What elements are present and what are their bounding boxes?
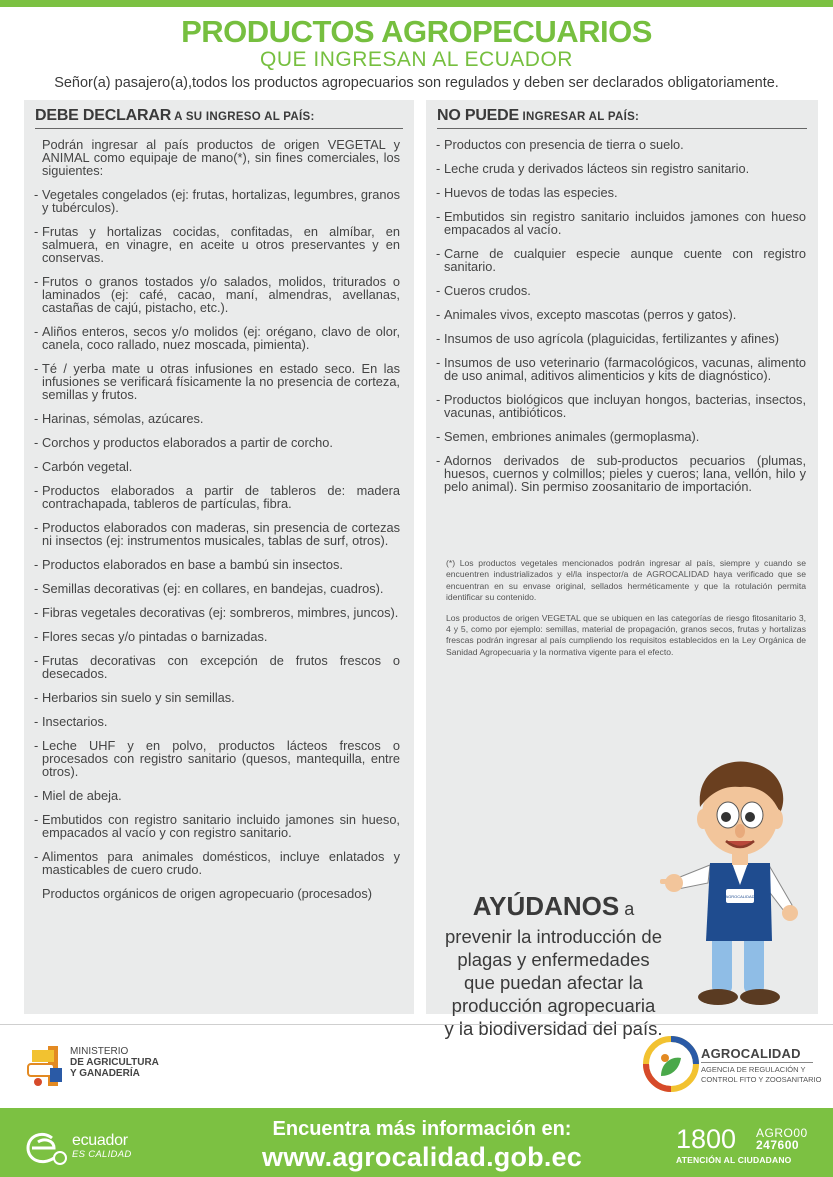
list-item-text: Carbón vegetal. — [42, 459, 133, 474]
mascot-badge-text: AGROCALIDAD — [725, 894, 755, 899]
list-item — [34, 850, 400, 876]
help-message — [426, 890, 681, 1040]
must-declare-panel — [24, 100, 414, 1014]
list-item — [436, 186, 806, 199]
footnote-block — [446, 558, 806, 667]
list-bullet: - — [436, 453, 441, 468]
list-bullet: - — [34, 738, 39, 753]
agrocalidad-sub-2: CONTROL FITO Y ZOOSANITARIO — [701, 1075, 822, 1084]
list-item — [34, 630, 400, 643]
list-item-text: Productos con presencia de tierra o suelo. — [444, 137, 684, 152]
list-item-text: Leche cruda y derivados lácteos sin registro sanitario. — [444, 161, 750, 176]
list-item — [34, 436, 400, 449]
list-item — [436, 454, 806, 493]
prohibited-list — [436, 138, 806, 504]
prohibited-heading — [437, 107, 639, 125]
list-item — [34, 275, 400, 314]
page-subtitle: QUE INGRESAN AL ECUADOR — [260, 48, 573, 71]
agrocalidad-emblem-icon — [643, 1036, 699, 1092]
list-item — [34, 225, 400, 264]
list-item-text: Productos elaborados en base a bambú sin insectos. — [42, 557, 343, 572]
list-item-text: Frutos o granos tostados y/o salados, molidos, triturados o laminados (ej: café, cacao, maní, almendras, avellanas, castañas de cajú, pistacho, etc.). — [42, 274, 400, 315]
list-item-text: Frutas y hortalizas cocidas, confitadas, en almíbar, en salmuera, en vinagre, en aceite u otros preservantes y en conservas. — [42, 224, 400, 265]
list-bullet: - — [34, 714, 39, 729]
list-item-text: Semillas decorativas (ej: en collares, en bandejas, cuadros). — [42, 581, 384, 596]
ministry-line-3: Y GANADERÍA — [70, 1068, 140, 1079]
list-item — [34, 887, 400, 900]
list-item — [34, 813, 400, 839]
list-item-text: Carne de cualquier especie aunque cuente con registro sanitario. — [444, 246, 806, 274]
phone-prefix: 1800 — [676, 1124, 737, 1154]
list-item — [34, 362, 400, 401]
help-line-2: plagas y enfermedades — [457, 949, 650, 970]
list-item-text: Frutas decorativas con excepción de frutos frescos o desecados. — [42, 653, 400, 681]
ministry-logo — [26, 1044, 186, 1090]
list-bullet: - — [34, 274, 39, 289]
ecuador-tagline: ES CALIDAD — [72, 1149, 132, 1160]
list-bullet: - — [34, 411, 39, 426]
list-item-text: Animales vivos, excepto mascotas (perros y gatos). — [444, 307, 737, 322]
list-item — [34, 460, 400, 473]
list-bullet: - — [34, 557, 39, 572]
footnote-2: Los productos de origen VEGETAL que se ubiquen en las categorías de riesgo fitosanitario 3, 4 y 5, como por ejemplo: semillas, material de propagación, granos secos, frutas y hortalizas frescas podrán ingresar al país cumpliendo los requisitos establecidos en la Ley Orgánica de Sanidad Agropecuaria y la normativa vigente para el efecto. — [446, 612, 806, 657]
list-item — [436, 138, 806, 151]
list-item — [34, 739, 400, 778]
list-bullet: - — [34, 812, 39, 827]
list-item — [436, 308, 806, 321]
more-info-label: Encuentra más información en: — [272, 1118, 572, 1140]
help-line-4: producción agropecuaria — [451, 995, 656, 1016]
ministry-emblem-icon — [26, 1044, 66, 1088]
list-item-text: Vegetales congelados (ej: frutas, hortalizas, legumbres, granos y tubérculos). — [42, 187, 400, 215]
help-line-3: que puedan afectar la — [464, 972, 643, 993]
list-bullet: - — [436, 307, 441, 322]
footer-bar — [0, 1108, 833, 1177]
list-item-text: Corchos y productos elaborados a partir de corcho. — [42, 435, 333, 450]
list-bullet: - — [34, 435, 39, 450]
list-item-text: Herbarios sin suelo y sin semillas. — [42, 690, 235, 705]
agrocalidad-name: AGROCALIDAD — [701, 1046, 801, 1061]
list-item-text: Alimentos para animales domésticos, incluye enlatados y masticables de cuero crudo. — [42, 849, 400, 877]
intro-text: Señor(a) pasajero(a),todos los productos agropecuarios son regulados y deben ser declarados obligatoriamente. — [54, 75, 779, 91]
heading-divider — [437, 128, 807, 129]
list-bullet: - — [34, 483, 39, 498]
list-item — [34, 325, 400, 351]
list-bullet: - — [34, 187, 39, 202]
list-bullet: - — [436, 283, 441, 298]
list-item-text: Embutidos con registro sanitario incluido jamones sin hueso, empacados al vacío y con registro sanitario. — [42, 812, 400, 840]
list-bullet: - — [436, 392, 441, 407]
phone-letters: AGRO00 — [756, 1126, 808, 1140]
list-item — [34, 606, 400, 619]
footnote-1: (*) Los productos vegetales mencionados podrán ingresar al país, siempre y cuando se encuentren industrializados y el/la inspector/a de AGROCALIDAD haya verificado que se encuentran en su envase original, sellados herméticamente y que la rotulación permita identificar su contenido. — [446, 558, 806, 603]
must-declare-heading-bold: DEBE DECLARAR — [35, 107, 172, 124]
list-bullet: - — [34, 629, 39, 644]
prohibited-heading-rest: INGRESAR AL PAÍS: — [518, 111, 640, 123]
prohibited-heading-bold: NO PUEDE — [437, 107, 519, 124]
ecuador-e-icon — [24, 1128, 68, 1168]
list-item-text: Aliños enteros, secos y/o molidos (ej: orégano, clavo de olor, canela, coco rallado, nuez moscada, pimienta). — [42, 324, 400, 352]
top-accent-bar — [0, 0, 833, 7]
list-bullet: - — [436, 161, 441, 176]
list-item-text: Huevos de todas las especies. — [444, 185, 618, 200]
ministry-name — [70, 1046, 159, 1079]
must-declare-list — [34, 138, 400, 911]
list-item-text: Insumos de uso agrícola (plaguicidas, fertilizantes y afines) — [444, 331, 780, 346]
phone-number: 247600 — [756, 1138, 800, 1152]
list-bullet: - — [34, 361, 39, 376]
list-item — [34, 715, 400, 728]
list-item-text: Fibras vegetales decorativas (ej: sombreros, mimbres, juncos). — [42, 605, 399, 620]
list-item — [34, 582, 400, 595]
help-line-5: y la biodiversidad del país. — [444, 1018, 663, 1039]
list-bullet: - — [436, 185, 441, 200]
list-item — [34, 558, 400, 571]
list-bullet: - — [436, 355, 441, 370]
heading-divider — [35, 128, 403, 129]
ecuador-brand-logo — [24, 1128, 154, 1168]
list-bullet: - — [34, 224, 39, 239]
must-declare-heading — [35, 107, 315, 125]
list-item — [436, 247, 806, 273]
list-bullet: - — [436, 331, 441, 346]
list-item — [34, 789, 400, 802]
list-item-text: Embutidos sin registro sanitario incluidos jamones con hueso empacados al vacío. — [444, 209, 806, 237]
list-item-text: Leche UHF y en polvo, productos lácteos frescos o procesados con registro sanitario (quesos, mantequilla, entre otros). — [42, 738, 400, 779]
list-bullet: - — [436, 246, 441, 261]
list-bullet: - — [34, 690, 39, 705]
website-link[interactable]: www.agrocalidad.gob.ec — [262, 1142, 582, 1172]
list-bullet: - — [34, 520, 39, 535]
ecuador-name: ecuador — [72, 1132, 128, 1149]
list-item — [436, 210, 806, 236]
list-item-text: Insectarios. — [42, 714, 108, 729]
list-bullet: - — [34, 459, 39, 474]
list-item-text: Té / yerba mate u otras infusiones en estado seco. En las infusiones se verificará físicamente la no presencia de corteza, semillas y frutos. — [42, 361, 400, 402]
help-line-1: prevenir la introducción de — [445, 926, 662, 947]
list-bullet: - — [436, 137, 441, 152]
list-bullet: - — [436, 209, 441, 224]
help-heading-a: a — [619, 899, 635, 919]
list-item-text: Productos elaborados a partir de tableros de: madera contrachapada, tableros de partículas, fibra. — [42, 483, 400, 511]
list-item-text: Productos orgánicos de origen agropecuario (procesados) — [42, 886, 373, 901]
list-item — [436, 393, 806, 419]
list-item-text: Adornos derivados de sub-productos pecuarios (plumas, huesos, cuernos y colmillos; pieles y cueros; lana, vellón, hilo y pelo animal). Sin permiso zoosanitario de importación. — [444, 453, 806, 494]
list-bullet: - — [34, 849, 39, 864]
list-item — [34, 521, 400, 547]
page-title: PRODUCTOS AGROPECUARIOS — [181, 14, 652, 49]
list-item — [34, 188, 400, 214]
list-item — [34, 484, 400, 510]
must-declare-heading-rest: A SU INGRESO AL PAÍS: — [171, 111, 315, 123]
list-item — [436, 162, 806, 175]
list-item-text: Cueros crudos. — [444, 283, 531, 298]
list-bullet: - — [34, 788, 39, 803]
help-heading-word: AYÚDANOS — [472, 891, 620, 921]
ministry-line-1: MINISTERIO — [70, 1046, 129, 1057]
list-bullet: - — [34, 605, 39, 620]
must-declare-intro: Podrán ingresar al país productos de origen VEGETAL y ANIMAL como equipaje de mano(*), sin fines comerciales, los siguientes: — [42, 137, 400, 178]
list-item-text: Miel de abeja. — [42, 788, 122, 803]
list-bullet: - — [34, 653, 39, 668]
list-item — [436, 332, 806, 345]
list-item-text: Insumos de uso veterinario (farmacológicos, vacunas, alimento de uso animal, aditivos alimenticios y kits de diagnóstico). — [444, 355, 806, 383]
list-item-text: Harinas, sémolas, azúcares. — [42, 411, 204, 426]
footer-divider — [0, 1024, 833, 1025]
list-item — [436, 284, 806, 297]
list-item-text: Productos biológicos que incluyan hongos, bacterias, insectos, vacunas, antibióticos. — [444, 392, 806, 420]
ministry-line-2: DE AGRICULTURA — [70, 1057, 159, 1068]
list-bullet: - — [34, 324, 39, 339]
citizen-phone[interactable] — [676, 1124, 816, 1170]
agrocalidad-sub-1: AGENCIA DE REGULACIÓN Y — [701, 1065, 806, 1074]
agrocalidad-logo — [643, 1034, 823, 1094]
list-item — [436, 356, 806, 382]
list-item — [34, 691, 400, 704]
list-item — [34, 412, 400, 425]
list-item-text: Flores secas y/o pintadas o barnizadas. — [42, 629, 268, 644]
phone-label: ATENCIÓN AL CIUDADANO — [676, 1155, 792, 1165]
list-item — [436, 430, 806, 443]
help-heading — [426, 890, 681, 925]
list-item — [34, 654, 400, 680]
list-item-text: Productos elaborados con maderas, sin presencia de cortezas ni insectos (ej: instrumentos musicales, tablas de surf, otros). — [42, 520, 400, 548]
agrocalidad-subtitle — [701, 1065, 821, 1085]
list-bullet: - — [436, 429, 441, 444]
list-item-text: Semen, embriones animales (germoplasma). — [444, 429, 700, 444]
mascot-illustration — [660, 755, 820, 1015]
agrocalidad-divider — [701, 1062, 813, 1063]
list-bullet: - — [34, 581, 39, 596]
